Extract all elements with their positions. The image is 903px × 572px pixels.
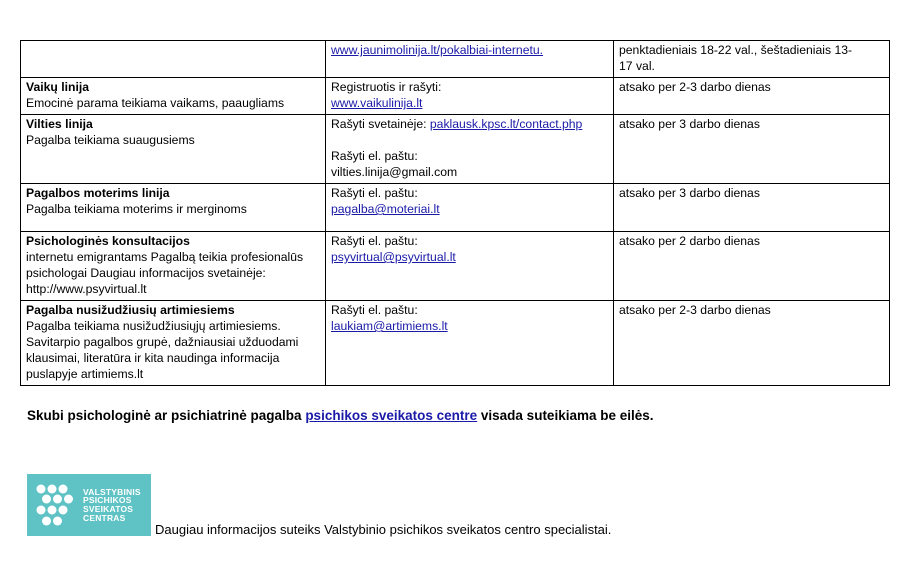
service-cell [21, 78, 326, 115]
response-time: atsako per 2 darbo dienas [619, 234, 760, 248]
contact-text-part: Rašyti el. paštu: [331, 234, 418, 248]
response-time-cell [614, 184, 890, 232]
service-description: klausimai, literatūra ir kita naudinga informacija [26, 351, 280, 365]
table-row [21, 115, 890, 184]
contact-text-part[interactable]: laukiam@artimiems.lt [331, 319, 448, 333]
service-cell [21, 232, 326, 301]
service-description: Emocinė parama teikiama vaikams, paaugliams [26, 96, 285, 110]
contact-text-part[interactable]: www.vaikulinija.lt [331, 96, 423, 110]
table-row [21, 301, 890, 386]
contact-text-part: Rašyti el. paštu: [331, 149, 418, 163]
contact-cell [326, 41, 614, 78]
logo-line: PSICHIKOS [83, 495, 132, 506]
contact-cell [326, 184, 614, 232]
contact-text-part: Rašyti el. paštu: [331, 303, 418, 317]
contact-cell [326, 301, 614, 386]
service-description: Savitarpio pagalbos grupė, dažniausiai užduodami [26, 335, 299, 349]
service-cell [21, 41, 326, 78]
response-time: penktadieniais 18-22 val., šeštadieniais 13- [619, 43, 853, 57]
service-description: psichologai Daugiau informacijos svetainėje: [26, 266, 266, 280]
mental-health-centre-link[interactable]: psichikos sveikatos centre [305, 408, 478, 423]
response-time: atsako per 3 darbo dienas [619, 186, 760, 200]
contact-text-part: vilties.linija@gmail.com [331, 165, 458, 179]
service-description: Pagalba teikiama moterims ir merginoms [26, 202, 247, 216]
service-description: internetu emigrantams Pagalbą teikia profesionalūs [26, 250, 304, 264]
service-title: Pagalba nusižudžiusių artimiesiems [26, 303, 235, 317]
contact-cell [326, 78, 614, 115]
contact-text [331, 148, 608, 164]
logo-line: CENTRAS [83, 512, 126, 523]
service-title: Psichologinės konsultacijos [26, 234, 190, 248]
dots-logo-icon [35, 483, 77, 527]
helplines-table [20, 40, 890, 386]
contact-text-part: Rašyti el. paštu: [331, 186, 418, 200]
table-row [21, 41, 890, 78]
contact-text-part: Registruotis ir rašyti: [331, 80, 442, 94]
service-title: Vaikų linija [26, 80, 89, 94]
contact-cell [326, 232, 614, 301]
contact-link[interactable] [331, 201, 608, 217]
contact-text [331, 79, 608, 95]
contact-text-part[interactable]: www.jaunimolinija.lt/pokalbiai-internetu. [331, 43, 544, 57]
response-time: 17 val. [619, 59, 655, 73]
contact-text [331, 185, 608, 201]
service-description: http://www.psyvirtual.lt [26, 282, 147, 296]
table-row [21, 184, 890, 232]
response-time-cell [614, 232, 890, 301]
response-time: atsako per 2-3 darbo dienas [619, 303, 771, 317]
vpsc-logo [27, 474, 151, 536]
service-title: Pagalbos moterims linija [26, 186, 170, 200]
service-description: puslapyje artimiems.lt [26, 367, 144, 381]
response-time-cell [614, 301, 890, 386]
footer-note: Daugiau informacijos suteiks Valstybinio psichikos sveikatos centro specialistai. [155, 522, 612, 537]
logo-line: VALSTYBINIS [83, 486, 141, 497]
service-description: Pagalba teikiama nusižudžiusiųjų artimiesiems. [26, 319, 281, 333]
urgent-text-after: visada suteikiama be eilės. [477, 408, 654, 423]
service-cell [21, 184, 326, 232]
contact-text [331, 233, 608, 249]
contact-text [331, 302, 608, 318]
response-time: atsako per 3 darbo dienas [619, 117, 760, 131]
contact-link[interactable] [331, 318, 608, 334]
contact-text [331, 164, 608, 180]
urgent-help-note [27, 408, 654, 423]
table-row [21, 232, 890, 301]
logo-line: SVEIKATOS [83, 504, 134, 514]
service-cell [21, 115, 326, 184]
contact-link[interactable] [331, 249, 608, 265]
contact-text-part: Rašyti svetainėje: [331, 117, 430, 131]
table-row [21, 78, 890, 115]
contact-text [331, 116, 608, 132]
urgent-text-before: Skubi psichologinė ar psichiatrinė pagalba [27, 408, 306, 423]
contact-text-part[interactable]: pagalba@moteriai.lt [331, 202, 440, 216]
service-cell [21, 301, 326, 386]
contact-link[interactable]: paklausk.kpsc.lt/contact.php [429, 117, 583, 131]
response-time: atsako per 2-3 darbo dienas [619, 80, 771, 94]
response-time-cell [614, 78, 890, 115]
service-description: Pagalba teikiama suaugusiems [26, 133, 195, 147]
response-time-cell [614, 115, 890, 184]
response-time-cell [614, 41, 890, 78]
contact-link[interactable] [331, 95, 608, 111]
service-title: Vilties linija [26, 117, 93, 131]
logo-text [83, 488, 141, 522]
contact-cell [326, 115, 614, 184]
spacer [331, 132, 608, 148]
contact-link[interactable] [331, 42, 608, 58]
contact-text-part[interactable]: psyvirtual@psyvirtual.lt [331, 250, 456, 264]
